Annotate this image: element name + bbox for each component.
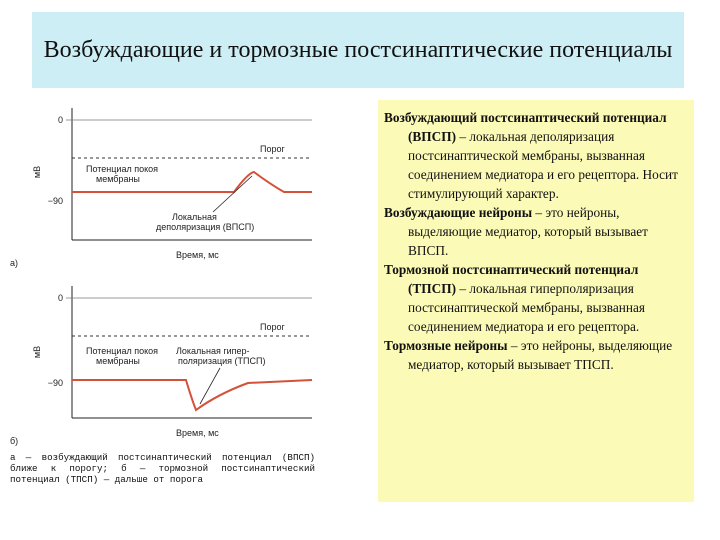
- definition-excitatory-text: – это нейроны, выделяющие медиатор, который вызывает ВПСП.: [408, 205, 648, 258]
- slide-title: Возбуждающие и тормозные постсинаптические потенциалы: [43, 37, 673, 63]
- panel-b-y-unit: мВ: [32, 345, 42, 359]
- definition-ipsp-term: Тормозной постсинаптический потенциал (ТПСП): [384, 262, 639, 296]
- panel-a-event-label-1: Локальная: [172, 212, 217, 222]
- definition-inhibitory-text: – это нейроны, выделяющие медиатор, который вызывает ТПСП.: [408, 338, 673, 372]
- panel-a-tick-low: −90: [47, 196, 63, 206]
- slide-title-box: [32, 12, 684, 88]
- panel-b-x-label: Время, мс: [176, 428, 219, 438]
- panel-a-label: а): [10, 258, 19, 268]
- panel-a: [10, 108, 312, 268]
- panel-b-ipsp-trace: [72, 380, 312, 410]
- panel-a-tick-zero: 0: [57, 115, 63, 125]
- panel-a-event-label-2: деполяризация (ВПСП): [156, 222, 255, 232]
- panel-b-event-pointer: [200, 368, 220, 404]
- panel-b-event-label-2: поляризация (ТПСП): [178, 356, 266, 366]
- panel-a-event-pointer: [213, 176, 252, 212]
- panel-a-resting-label-1: Потенциал покоя: [86, 164, 159, 174]
- definition-excitatory-neurons: [384, 203, 688, 260]
- panel-a-resting-label-2: мембраны: [96, 174, 140, 184]
- panel-b-resting-label-1: Потенциал покоя: [86, 346, 159, 356]
- panel-b: [10, 286, 312, 446]
- psp-figure: [8, 100, 320, 504]
- panel-b-tick-low: −90: [47, 378, 63, 388]
- figure-caption: а — возбуждающий постсинаптический потенциал (ВПСП) ближе к порогу; б — тормозной постсинаптический потенциал (ТПСП) — дальше от порога: [10, 452, 315, 485]
- definition-epsp-text: – локальная деполяризация постсинаптической мембраны, вызванная соединением медиатора и его рецептора. Носит стимулирующий характер.: [408, 129, 678, 201]
- definition-inhibitory-neurons: [384, 336, 688, 374]
- panel-b-resting-label-2: мембраны: [96, 356, 140, 366]
- panel-a-y-unit: мВ: [32, 165, 42, 179]
- definition-inhibitory-term: Тормозные нейроны: [384, 338, 508, 353]
- definition-ipsp-text: – локальная гиперполяризация постсинаптической мембраны, вызванная соединением медиатора и его рецептора.: [408, 281, 646, 334]
- panel-b-label: б): [10, 436, 19, 446]
- panel-b-tick-zero: 0: [57, 293, 63, 303]
- definition-excitatory-term: Возбуждающие нейроны: [384, 205, 533, 220]
- definition-ipsp: [384, 260, 688, 336]
- panel-a-x-label: Время, мс: [176, 250, 219, 260]
- panel-b-threshold-label: Порог: [260, 322, 285, 332]
- definitions-panel: [378, 100, 694, 502]
- psp-diagram: [8, 100, 320, 504]
- panel-a-threshold-label: Порог: [260, 144, 285, 154]
- definition-epsp: [384, 108, 688, 203]
- panel-b-event-label-1: Локальная гипер-: [176, 346, 250, 356]
- definition-epsp-term: Возбуждающий постсинаптический потенциал (ВПСП): [384, 110, 667, 144]
